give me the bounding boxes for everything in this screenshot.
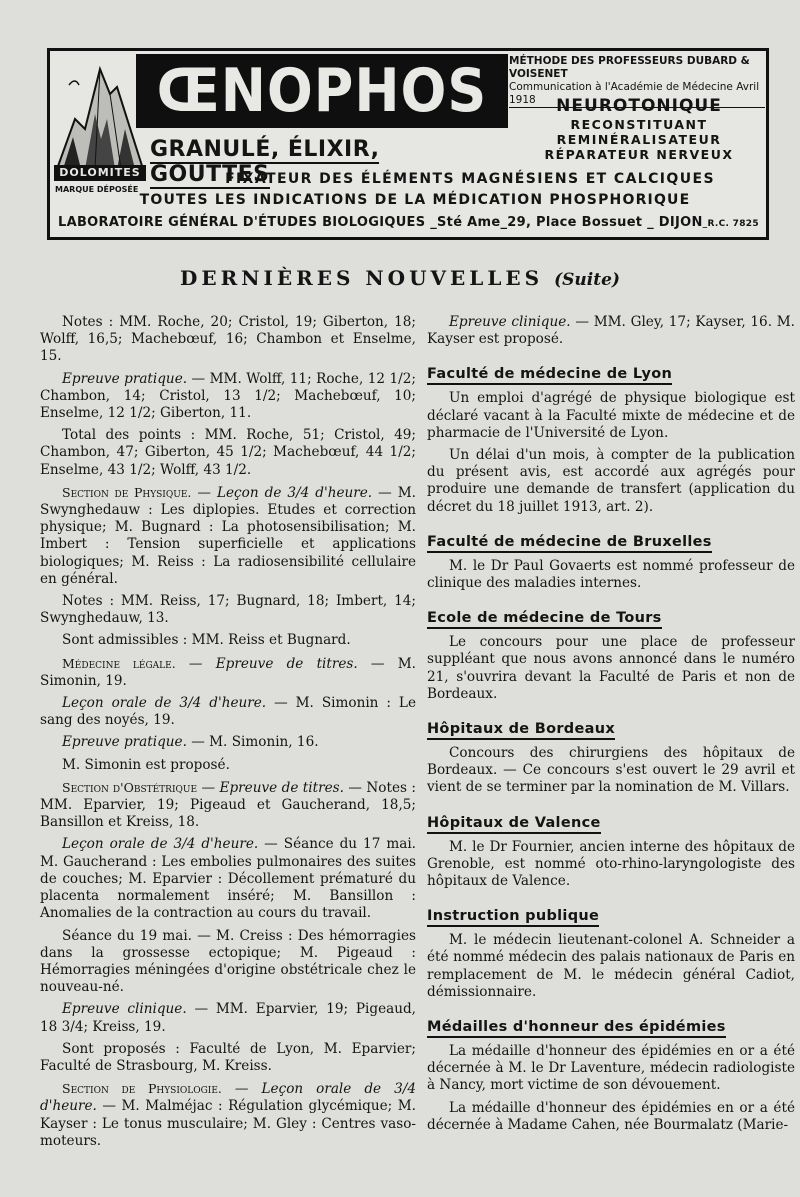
paragraph-text: Sont proposés : Faculté de Lyon, M. Eparvier; Faculté de Strasbourg, M. Kreiss. [40,1040,416,1074]
paragraph [40,655,416,690]
italic-label: — Leçon de 3/4 d'heure. [191,484,373,501]
paragraph [40,757,416,774]
left-column [40,314,416,1155]
page-title: DERNIÈRES NOUVELLES (Suite) [180,266,620,290]
paragraph [427,1100,795,1134]
paragraph-text: — M. Simonin, 19. [40,655,416,689]
news-section [427,314,795,348]
ad-line-laboratory: LABORATOIRE GÉNÉRAL D'ÉTUDES BIOLOGIQUES _Sté Ame_29, Place Bossuet _ DIJON_R.C. 7825 [58,215,759,230]
section-heading: Faculté de médecine de Lyon [427,366,672,385]
italic-label: — Epreuve de titres. [197,779,344,796]
ad-line-fixateur: FIXATEUR DES ÉLÉMENTS MAGNÉSIENS ET CALCIQUES [225,171,715,187]
paragraph-text: Concours des chirurgiens des hôpitaux de Bordeaux. — Ce concours s'est ouvert le 29 avril et vient de se terminer par la nomination de M. Villars. [427,745,795,796]
logo-label: DOLOMITES [54,165,146,181]
paragraph [427,745,795,797]
section-heading: Hôpitaux de Bordeaux [427,721,615,740]
paragraph [427,390,795,442]
paragraph-text: La médaille d'honneur des épidémies en or a été décernée à Madame Cahen, née Bourmalatz (Marie- [427,1099,795,1133]
paragraph-text: Séance du 19 mai. — M. Creiss : Des hémorragies dans la grossesse ectopique; M. Pigeaud : Hémorragies méningées d'origine obstétricale chez le nouveau-né. [40,927,416,996]
paragraph [40,314,416,366]
paragraph-text: — M. Simonin, 16. [186,734,319,751]
section-label: Section de Physique. [62,484,192,500]
paragraph [40,427,416,479]
paragraph [40,734,416,751]
news-section [427,708,795,797]
italic-label: — Leçon orale de 3/4 d'heure. [40,1081,416,1115]
italic-label: Epreuve clinique. [62,1001,187,1018]
paragraph-text: — M. Malméjac : Régulation glycémique; M. Kayser : Le tonus musculaire; M. Gley : Centres vaso-moteurs. [40,1098,416,1149]
oenophos-advertisement [47,48,769,240]
paragraph-text: — Notes : MM. Eparvier, 19; Pigeaud et Gaucherand, 18,5; Bansillon et Kreiss, 18. [40,779,416,831]
paragraph-text: M. le médecin lieutenant-colonel A. Schneider a été nommé médecin des palais nationaux de Paris en remplacement de M. le médecin général Cadiot, démissionnaire. [427,932,795,1000]
title-suite: (Suite) [554,270,620,290]
paragraph-text: M. le Dr Paul Govaerts est nommé professeur de clinique des maladies internes. [427,557,795,592]
section-heading: Faculté de médecine de Bruxelles [427,534,712,553]
paragraph-text: — MM. Eparvier, 19; Pigeaud, 18 3/4; Kreiss, 19. [40,1001,416,1035]
paragraph [40,779,416,832]
paragraph-text: Notes : MM. Roche, 20; Cristol, 19; Giberton, 18; Wolff, 16,5; Machebœuf, 16; Chambon et Enselme, 15. [40,314,416,365]
section-heading: Ecole de médecine de Tours [427,610,662,629]
paragraph [40,1080,416,1150]
section-heading: Médailles d'honneur des épidémies [427,1019,726,1038]
paragraph [40,695,416,729]
paragraph-text: Un délai d'un mois, à compter de la publication du présent avis, est accordé aux agrégés pour produire une demande de transfert (application du décret du 18 juillet 1913, art. 2). [427,447,795,515]
paragraph [40,1041,416,1075]
paragraph [40,371,416,423]
paragraph [40,593,416,627]
paragraph-text: M. Simonin est proposé. [62,756,230,773]
section-label: Médecine légale. [62,655,176,671]
paragraph-text: — M. Simonin : Le sang des noyés, 19. [40,695,416,729]
paragraph [427,558,795,592]
italic-label: Epreuve pratique. [62,734,187,751]
paragraph-text: Un emploi d'agrégé de physique biologique est déclaré vacant à la Faculté mixte de médecine et de pharmacie de l'Université de Lyon. [427,390,795,441]
paragraph [427,839,795,891]
news-section [427,895,795,1001]
paragraph [40,1001,416,1035]
paragraph-text: M. le Dr Fournier, ancien interne des hôpitaux de Grenoble, est nommé oto-rhino-laryngologiste des hôpitaux de Valence. [427,838,795,890]
paragraph [427,932,795,1001]
trademark-label: MARQUE DÉPOSÉE [55,185,139,194]
section-label: Section de Physiologie. [62,1081,222,1097]
italic-label: Leçon orale de 3/4 d'heure. [62,695,267,712]
paragraph-text: Sont admissibles : MM. Reiss et Bugnard. [62,632,351,649]
paragraph-text: — MM. Gley, 17; Kayser, 16. M. Kayser est proposé. [427,314,796,348]
news-section [427,521,795,592]
paragraph-text: La médaille d'honneur des épidémies en or a été décernée à M. le Dr Laventure, médecin radiologiste à Nancy, mort victime de son dévouement. [427,1043,795,1094]
paragraph [40,836,416,922]
section-label: Section d'Obstétrique [62,779,198,795]
section-heading: Instruction publique [427,908,599,927]
italic-label: — Epreuve de titres. [175,655,358,672]
paragraph [427,447,795,516]
paragraph-text: Notes : MM. Reiss, 17; Bugnard, 18; Imbert, 14; Swynghedauw, 13. [40,593,416,627]
news-section [427,597,795,703]
ad-line-indications: TOUTES LES INDICATIONS DE LA MÉDICATION PHOSPHORIQUE [139,192,691,208]
product-properties: NEUROTONIQUE RECONSTITUANT REMINÉRALISATEUR RÉPARATEUR NERVEUX [544,96,734,162]
paragraph [427,314,795,348]
paragraph [427,1043,795,1095]
brand-name: ŒNOPHOS [136,54,508,128]
italic-label: Epreuve pratique. [62,370,188,387]
paragraph [40,484,416,588]
news-section [427,353,795,515]
paragraph [427,634,795,703]
paragraph-text: — Séance du 17 mai. M. Gaucherand : Les embolies pulmonaires des suites de couches; M. Eparvier : Décollement prématuré du placenta normalement inséré; M. Bansillon : Anomalies de la contraction au cours du travail. [40,836,416,922]
method-credit: MÉTHODE DES PROFESSEURS DUBARD & VOISENET Communication à l'Académie de Médecine Avril 1918 [509,55,765,108]
paragraph-text: Total des points : MM. Roche, 51; Cristol, 49; Chambon, 47; Giberton, 45 1/2; Machebœuf, 44 1/2; Enselme, 43 1/2; Wolff, 43 1/2. [40,427,416,478]
news-section [427,802,795,891]
paragraph-text: Le concours pour une place de professeur suppléant que nous avons annoncé dans le numéro 21, s'ouvrira devant la Faculté de Paris et non de Bordeaux. [427,634,795,702]
italic-label: Leçon orale de 3/4 d'heure. [62,836,259,853]
section-heading: Hôpitaux de Valence [427,815,601,834]
paragraph [40,632,416,649]
right-column [427,314,795,1139]
italic-label: Epreuve clinique. [449,314,571,330]
news-section [427,1006,795,1134]
product-forms: GRANULÉ, ÉLIXIR, GOUTTES [150,137,380,187]
paragraph [40,928,416,997]
paragraph-text: — MM. Wolff, 11; Roche, 12 1/2; Chambon, 14; Cristol, 13 1/2; Machebœuf, 10; Enselme, 12 1/2; Giberton, 11. [40,370,416,422]
paragraph-text: — M. Swynghedauw : Les diplopies. Etudes et correction physique; M. Bugnard : La photosensibilisation; M. Imbert : Tension superficielle et applications biologiques; M. Reiss : La radiosensibilité cellulaire en général. [40,484,416,587]
